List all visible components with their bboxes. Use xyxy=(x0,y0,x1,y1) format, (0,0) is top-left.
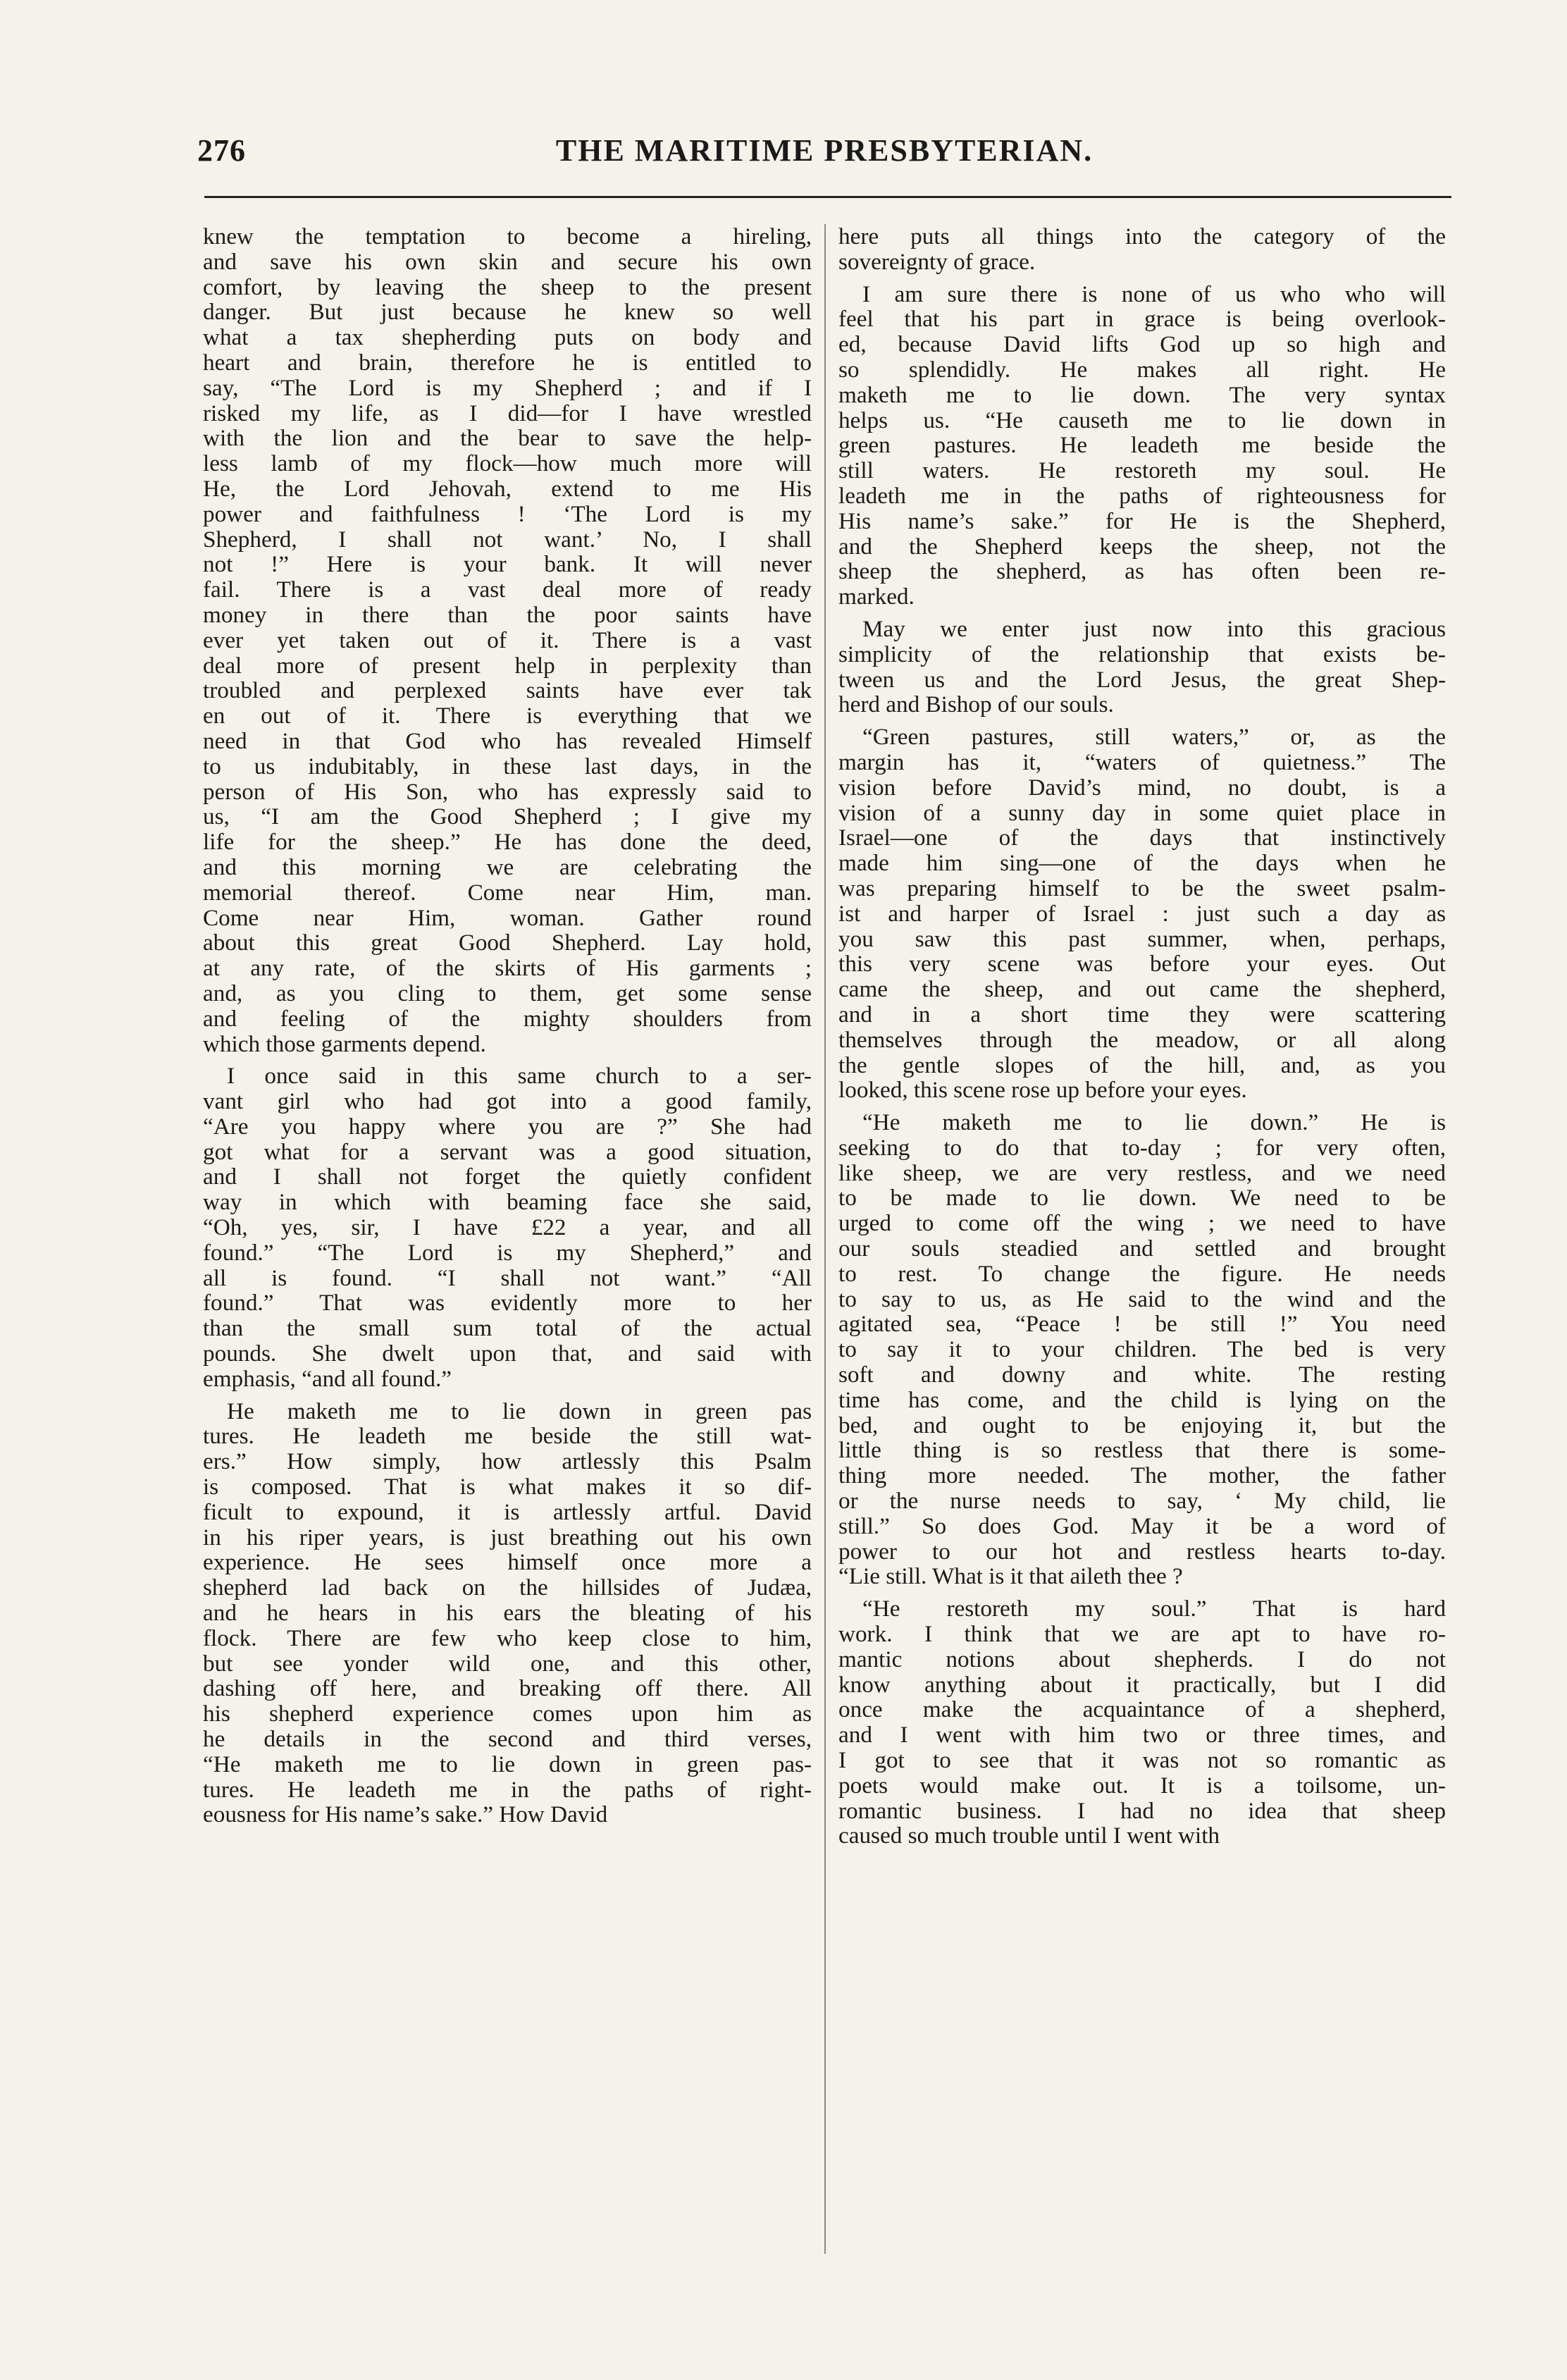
text-line: found.” That was evidently more to her xyxy=(203,1290,812,1317)
text-line: Shepherd, I shall not want.’ No, I shall xyxy=(203,526,812,553)
text-line: say, “The Lord is my Shepherd ; and if I xyxy=(203,374,812,401)
text-line: not !” Here is your bank. It will never xyxy=(203,551,812,578)
text-line: dashing off here, and breaking off there. All xyxy=(203,1675,812,1702)
text-line: person of His Son, who has expressly said to xyxy=(203,778,812,805)
text-line: poets would make out. It is a toilsome, un- xyxy=(838,1772,1446,1799)
text-line: experience. He sees himself once more a xyxy=(203,1549,812,1576)
page-number: 276 xyxy=(197,133,246,168)
text-line: know anything about it practically, but I did xyxy=(838,1671,1446,1698)
text-line: was preparing himself to be the sweet psalm- xyxy=(838,875,1446,901)
text-line: sovereignty of grace. xyxy=(838,248,1036,275)
text-line: work. I think that we are apt to have ro- xyxy=(838,1621,1446,1648)
text-line: and in a short time they were scattering xyxy=(838,1001,1446,1028)
paragraph xyxy=(838,617,1446,717)
text-line: and feeling of the mighty shoulders from xyxy=(203,1005,812,1032)
paragraph xyxy=(203,1063,812,1391)
text-line: power and faithfulness ! ‘The Lord is my xyxy=(203,500,812,527)
text-line: tures. He leadeth me in the paths of right- xyxy=(203,1776,812,1803)
right-column xyxy=(838,224,1446,1856)
text-line: tween us and the Lord Jesus, the great Shep- xyxy=(838,666,1446,693)
text-line: to rest. To change the figure. He needs xyxy=(838,1260,1446,1287)
text-line: He, the Lord Jehovah, extend to me His xyxy=(203,475,812,502)
text-line: is composed. That is what makes it so dif- xyxy=(203,1474,812,1500)
paragraph xyxy=(838,282,1446,610)
text-line: heart and brain, therefore he is entitled to xyxy=(203,349,812,376)
text-line: May we enter just now into this gracious xyxy=(862,615,1446,642)
text-line: and this morning we are celebrating the xyxy=(203,853,812,880)
text-line: “Are you happy where you are ?” She had xyxy=(203,1113,812,1140)
text-line: “Oh, yes, sir, I have £22 a year, and all xyxy=(203,1214,812,1241)
text-line: emphasis, “and all found.” xyxy=(203,1365,452,1392)
text-line: like sheep, we are very restless, and we need xyxy=(838,1159,1446,1186)
text-line: comfort, by leaving the sheep to the present xyxy=(203,273,812,300)
text-line: agitated sea, “Peace ! be still !” You need xyxy=(838,1311,1446,1338)
text-line: memorial thereof. Come near Him, man. xyxy=(203,879,812,906)
text-line: tures. He leadeth me beside the still wat- xyxy=(203,1423,812,1450)
text-line: and save his own skin and secure his own xyxy=(203,248,812,275)
text-line: vision before David’s mind, no doubt, is a xyxy=(838,774,1446,801)
text-line: troubled and perplexed saints have ever tak xyxy=(203,677,812,704)
text-line: feel that his part in grace is being overlook- xyxy=(838,306,1446,333)
text-line: Israel—one of the days that instinctively xyxy=(838,825,1446,851)
text-line: romantic business. I had no idea that sheep xyxy=(838,1797,1446,1824)
text-line: “Green pastures, still waters,” or, as the xyxy=(862,724,1446,751)
text-line: time has come, and the child is lying on the xyxy=(838,1386,1446,1413)
text-line: what a tax shepherding puts on body and xyxy=(203,324,812,351)
text-line: our souls steadied and settled and brought xyxy=(838,1235,1446,1262)
column-divider xyxy=(824,224,826,2254)
paragraph xyxy=(838,725,1446,1103)
text-line: danger. But just because he knew so well xyxy=(203,299,812,326)
text-line: mantic notions about shepherds. I do not xyxy=(838,1646,1446,1672)
text-line: need in that God who has revealed Himself xyxy=(203,727,812,754)
text-line: or the nurse needs to say, ‘ My child, lie xyxy=(838,1488,1446,1515)
text-line: so splendidly. He makes all right. He xyxy=(838,356,1446,383)
text-line: you saw this past summer, when, perhaps, xyxy=(838,925,1446,952)
running-title: THE MARITIME PRESBYTERIAN. xyxy=(555,133,1094,168)
text-line: “He maketh me to lie down.” He is xyxy=(862,1109,1446,1136)
text-line: in his riper years, is just breathing out his own xyxy=(203,1524,812,1550)
text-line: I once said in this same church to a ser- xyxy=(227,1063,812,1090)
text-line: and I went with him two or three times, and xyxy=(838,1722,1446,1749)
text-line: helps us. “He causeth me to lie down in xyxy=(838,407,1446,433)
text-line: soft and downy and white. The resting xyxy=(838,1362,1446,1388)
text-line: bed, and ought to be enjoying it, but the xyxy=(838,1412,1446,1438)
text-line: at any rate, of the skirts of His garments ; xyxy=(203,955,812,982)
text-line: vant girl who had got into a good family, xyxy=(203,1088,812,1115)
text-line: life for the sheep.” He has done the deed, xyxy=(203,829,812,856)
text-line: marked. xyxy=(838,584,915,610)
text-line: fail. There is a vast deal more of ready xyxy=(203,576,812,603)
text-line: to say to us, as He said to the wind and the xyxy=(838,1285,1446,1312)
text-line: sheep the shepherd, as has often been re- xyxy=(838,558,1446,585)
header-rule xyxy=(204,196,1451,198)
text-line: green pastures. He leadeth me beside the xyxy=(838,432,1446,459)
text-line: little thing is so restless that there is some- xyxy=(838,1437,1446,1464)
text-line: vision of a sunny day in some quiet place in xyxy=(838,799,1446,826)
text-line: simplicity of the relationship that exists be- xyxy=(838,641,1446,667)
text-line: made him sing—one of the days when he xyxy=(838,850,1446,877)
text-line: en out of it. There is everything that we xyxy=(203,703,812,729)
text-line: power to our hot and restless hearts to-day. xyxy=(838,1538,1446,1565)
text-line: seeking to do that to-day ; for very often, xyxy=(838,1134,1446,1161)
text-line: His name’s sake.” for He is the Shepherd, xyxy=(838,507,1446,534)
paragraph xyxy=(203,224,812,1056)
text-line: I got to see that it was not so romantic as xyxy=(838,1747,1446,1774)
text-line: and he hears in his ears the bleating of his xyxy=(203,1600,812,1627)
text-line: but see yonder wild one, and this other, xyxy=(203,1650,812,1677)
text-line: all is found. “I shall not want.” “All xyxy=(203,1264,812,1291)
text-line: margin has it, “waters of quietness.” The xyxy=(838,748,1446,775)
text-line: and the Shepherd keeps the sheep, not the xyxy=(838,533,1446,560)
text-line: this very scene was before your eyes. Out xyxy=(838,951,1446,978)
text-line: than the small sum total of the actual xyxy=(203,1315,812,1342)
text-line: flock. There are few who keep close to him, xyxy=(203,1624,812,1651)
paragraph xyxy=(838,1596,1446,1849)
text-line: “He maketh me to lie down in green pas- xyxy=(203,1751,812,1777)
text-line: ers.” How simply, how artlessly this Psalm xyxy=(203,1448,812,1475)
text-line: eousness for His name’s sake.” How David xyxy=(203,1801,608,1828)
text-line: with the lion and the bear to save the help- xyxy=(203,425,812,452)
text-line: He maketh me to lie down in green pas xyxy=(227,1398,812,1424)
text-line: knew the temptation to become a hireling, xyxy=(203,223,812,249)
page-header xyxy=(197,132,1451,182)
paragraph xyxy=(838,1110,1446,1589)
text-line: to be made to lie down. We need to be xyxy=(838,1185,1446,1211)
text-line: less lamb of my flock—how much more will xyxy=(203,450,812,477)
text-line: “He restoreth my soul.” That is hard xyxy=(862,1596,1446,1622)
text-line: us, “I am the Good Shepherd ; I give my xyxy=(203,803,812,830)
text-line: the gentle slopes of the hill, and, as you xyxy=(838,1052,1446,1078)
text-line: urged to come off the wing ; we need to have xyxy=(838,1210,1446,1237)
text-line: looked, this scene rose up before your eyes. xyxy=(838,1077,1247,1104)
text-line: ficult to expound, it is artlessly artful. David xyxy=(203,1498,812,1525)
text-line: I am sure there is none of us who who will xyxy=(862,280,1446,307)
text-line: ever yet taken out of it. There is a vast xyxy=(203,627,812,653)
text-line: his shepherd experience comes upon him as xyxy=(203,1701,812,1727)
text-line: once make the acquaintance of a shepherd, xyxy=(838,1696,1446,1723)
text-line: themselves through the meadow, or all along xyxy=(838,1026,1446,1053)
text-line: risked my life, as I did—for I have wrestled xyxy=(203,400,812,426)
paragraph xyxy=(203,1399,812,1828)
text-line: shepherd lad back on the hillsides of Judæa, xyxy=(203,1574,812,1601)
text-line: still.” So does God. May it be a word of xyxy=(838,1512,1446,1539)
text-line: to say it to your children. The bed is very xyxy=(838,1336,1446,1363)
text-line: pounds. She dwelt upon that, and said with xyxy=(203,1340,812,1367)
text-line: about this great Good Shepherd. Lay hold, xyxy=(203,930,812,956)
text-line: found.” “The Lord is my Shepherd,” and xyxy=(203,1239,812,1266)
text-line: maketh me to lie down. The very syntax xyxy=(838,381,1446,408)
text-line: “Lie still. What is it that aileth thee ? xyxy=(838,1563,1183,1590)
text-line: which those garments depend. xyxy=(203,1030,486,1057)
text-line: to us indubitably, in these last days, in the xyxy=(203,753,812,779)
text-line: leadeth me in the paths of righteousness for xyxy=(838,482,1446,509)
text-line: ist and harper of Israel : just such a day as xyxy=(838,900,1446,927)
text-line: caused so much trouble until I went with xyxy=(838,1823,1220,1849)
text-line: way in which with beaming face she said, xyxy=(203,1189,812,1216)
text-line: Come near Him, woman. Gather round xyxy=(203,904,812,931)
text-line: and, as you cling to them, get some sense xyxy=(203,980,812,1006)
text-line: thing more needed. The mother, the father xyxy=(838,1462,1446,1489)
text-line: he details in the second and third verses, xyxy=(203,1726,812,1753)
text-line: deal more of present help in perplexity than xyxy=(203,652,812,679)
left-column xyxy=(203,224,812,1835)
text-line: here puts all things into the category of the xyxy=(838,223,1446,249)
text-line: money in there than the poor saints have xyxy=(203,601,812,628)
text-line: got what for a servant was a good situation, xyxy=(203,1138,812,1165)
text-line: ed, because David lifts God up so high and xyxy=(838,331,1446,358)
text-line: and I shall not forget the quietly confident xyxy=(203,1164,812,1190)
text-line: came the sheep, and out came the shepherd, xyxy=(838,976,1446,1003)
text-line: herd and Bishop of our souls. xyxy=(838,691,1114,718)
text-line: still waters. He restoreth my soul. He xyxy=(838,457,1446,484)
paragraph xyxy=(838,224,1446,275)
